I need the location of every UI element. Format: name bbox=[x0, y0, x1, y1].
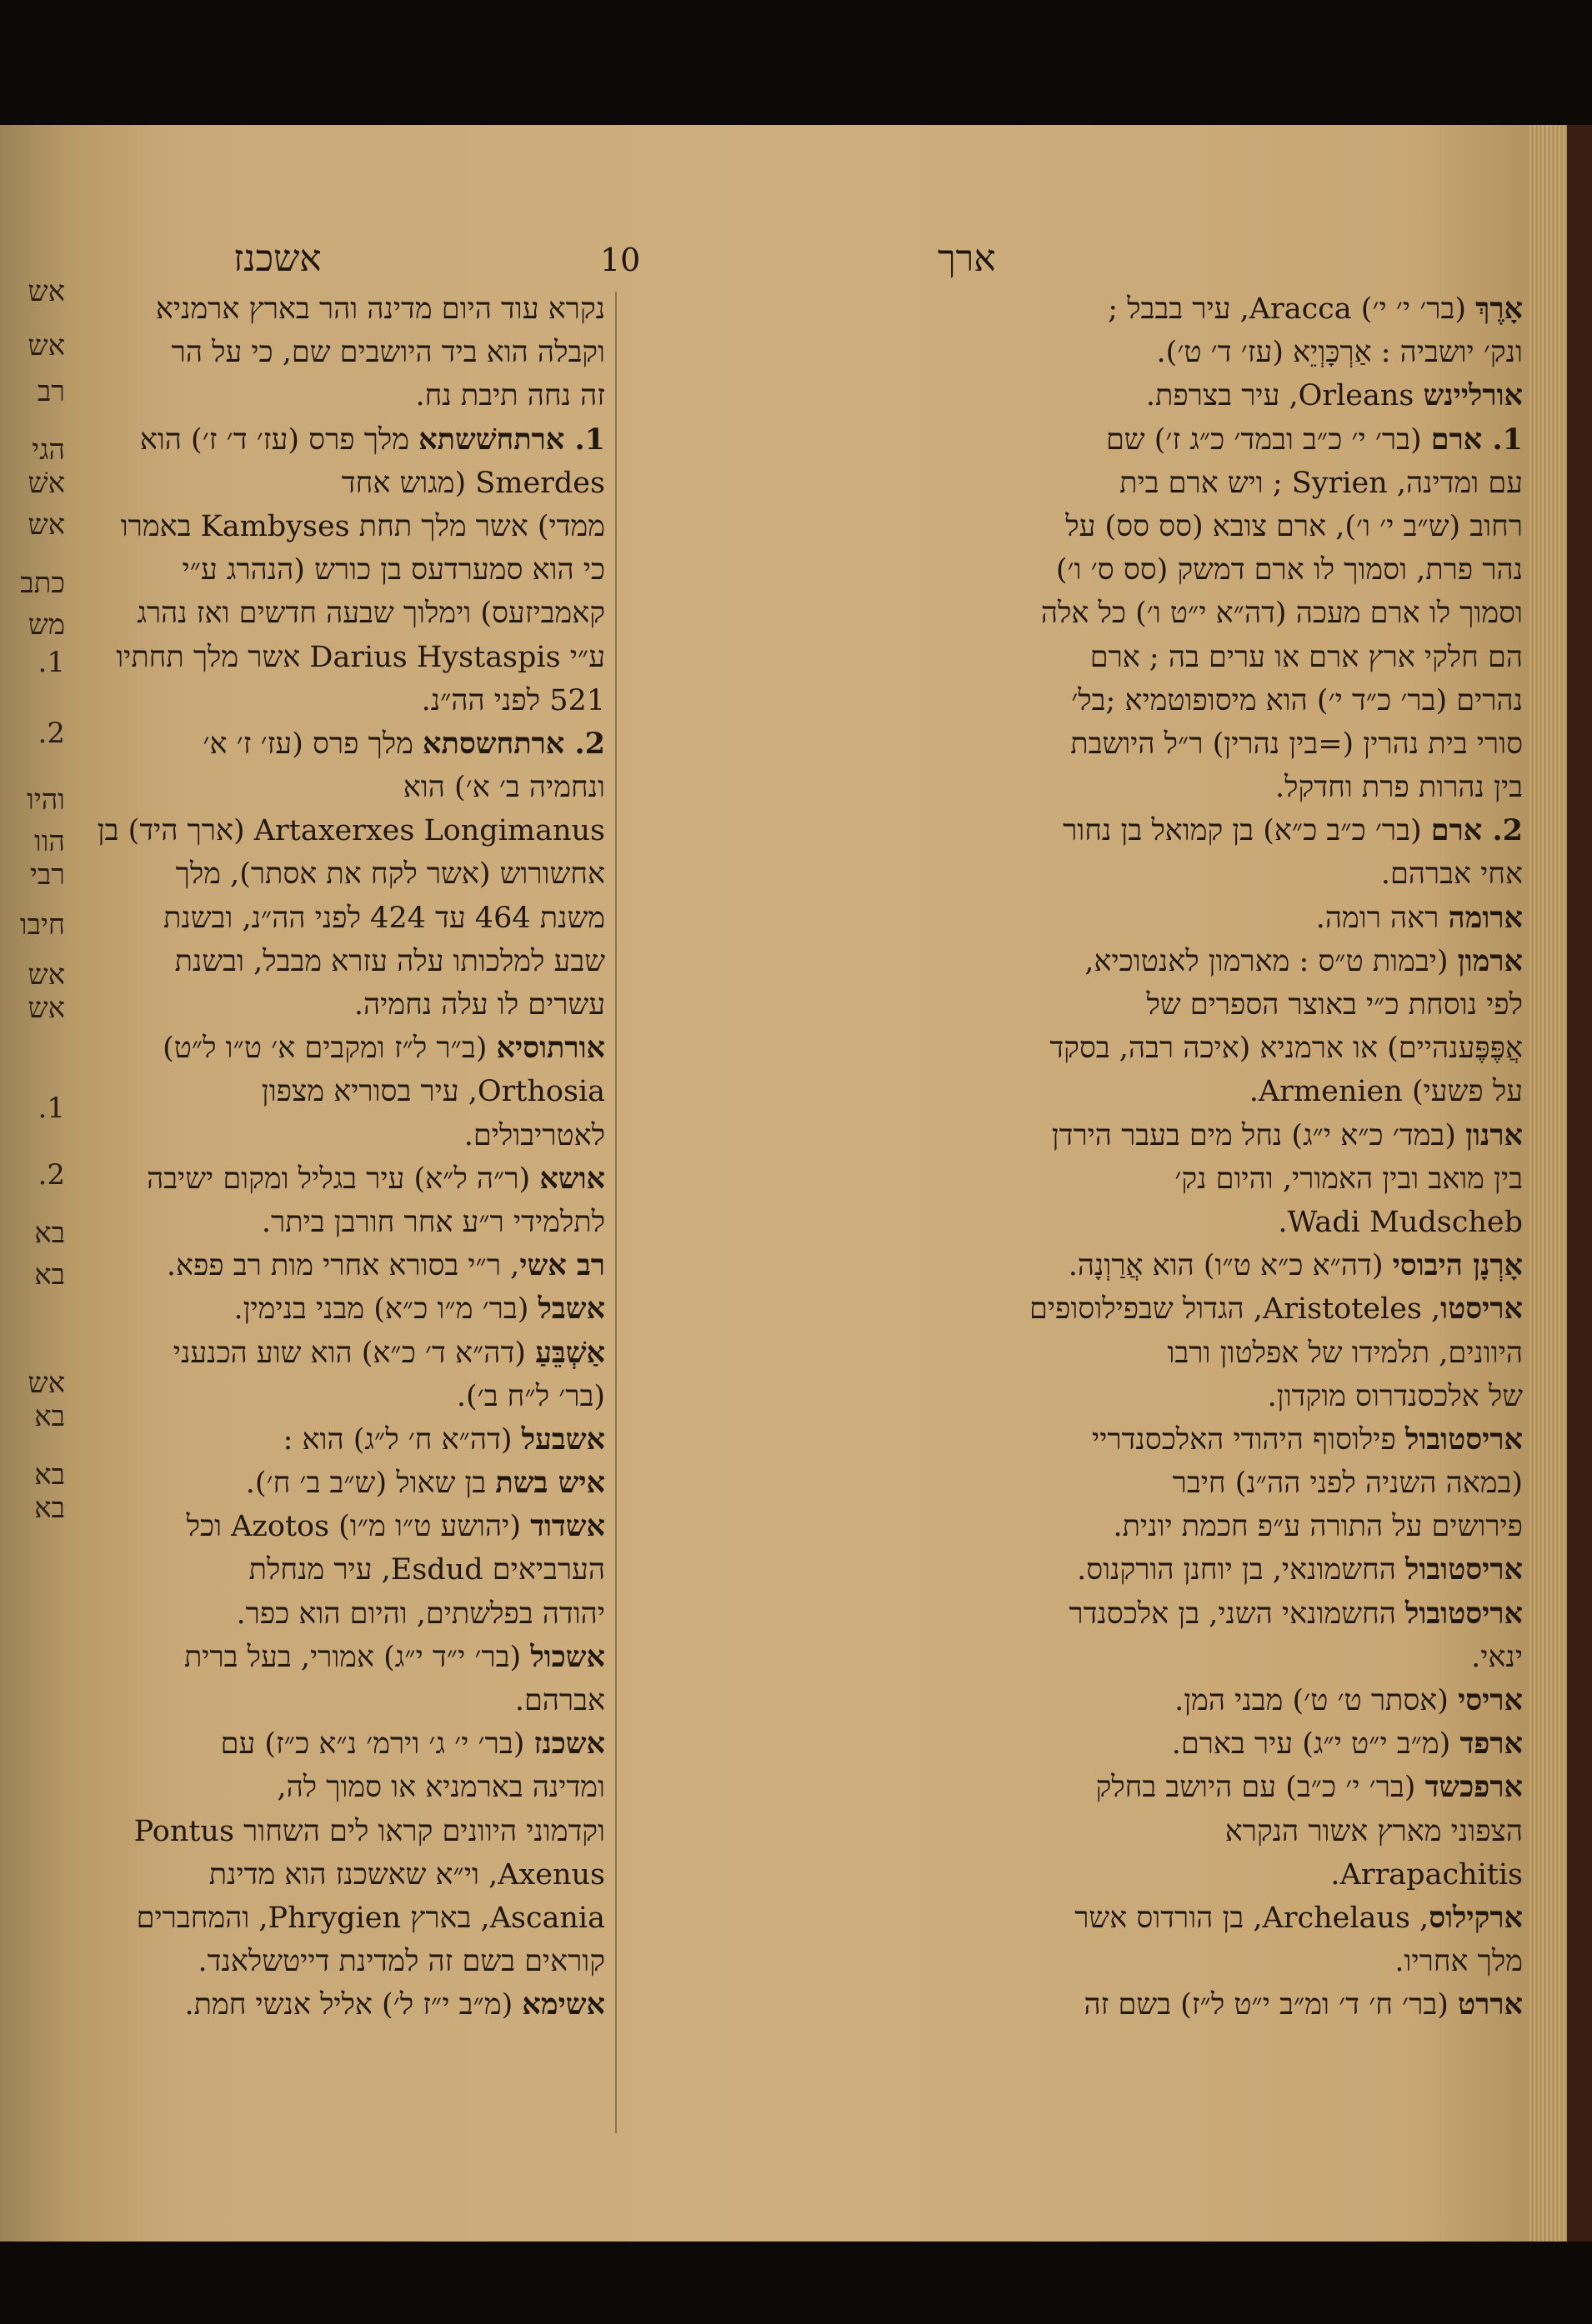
entry-text: Smerdes (מגוש אחד bbox=[341, 466, 605, 500]
entry-text: וקדמוני היוונים קראו לים השחור Pontus bbox=[133, 1814, 605, 1848]
entry-text: , Aristoteles, הגדול שבפילוסופים bbox=[1029, 1292, 1441, 1327]
entry-text: ונחמיה ב׳ א׳) הוא bbox=[403, 771, 605, 805]
text-line bbox=[75, 1766, 605, 1809]
text-line bbox=[75, 1157, 605, 1201]
text-line bbox=[75, 1244, 605, 1287]
entry-headword: 1. ארתחשׁשתא bbox=[418, 422, 605, 457]
text-line bbox=[902, 1114, 1523, 1157]
entry-headword: אורתוסיא bbox=[496, 1031, 605, 1066]
previous-page-fragment: והיו bbox=[27, 783, 65, 817]
entry-text: בן שאול (ש״ב ב׳ ח׳). bbox=[245, 1467, 496, 1501]
entry-text: (ב״ר ל״ז ומקבים א׳ ט״ו ל״ט) bbox=[163, 1032, 497, 1066]
entry-text: שבע למלכותו עלה עזרא מבבל, ובשנת bbox=[174, 944, 605, 978]
entry-text: קאמביזעס) וימלוך שבעה חדשים ואז נהרג bbox=[137, 597, 605, 631]
entry-text: לתלמידי ר״ע אחר חורבן ביתר. bbox=[261, 1205, 605, 1239]
previous-page-fragment: חיבו bbox=[19, 908, 65, 942]
entry-text: (דה״א כ״א ט״ו) הוא אֲרַוְנָה. bbox=[1068, 1249, 1393, 1283]
entry-text: היוונים, תלמידו של אפלטון ורבו bbox=[1167, 1336, 1523, 1370]
previous-page-fragment: הוו bbox=[34, 825, 65, 858]
text-line bbox=[75, 418, 605, 462]
entry-text: (בר׳ י׳ י׳) Aracca, עיר בבבל ; bbox=[1108, 292, 1476, 326]
entry-text: על פשעי) Armenien. bbox=[1249, 1075, 1523, 1109]
entry-text: Orthosia, עיר בסוריא מצפון bbox=[261, 1075, 605, 1109]
entry-text: אברהם. bbox=[514, 1684, 605, 1717]
entry-headword: ארנון bbox=[1465, 1117, 1523, 1152]
entry-text: (דה״א ח׳ ל״ג) הוא : bbox=[283, 1422, 522, 1457]
entry-text: ראה רומה. bbox=[1315, 901, 1449, 935]
entry-text: (מ״ב י״ט י״ג) עיר בארם. bbox=[1171, 1727, 1460, 1762]
entry-headword: אשכנז bbox=[533, 1727, 605, 1762]
entry-text: משנת 464 עד 424 לפני הה״נ, ובשנת bbox=[163, 901, 605, 935]
previous-page-fragment: אש bbox=[28, 508, 65, 542]
text-line bbox=[75, 1548, 605, 1592]
entry-text: , ר״י בסורא אחרי מות רב פפא. bbox=[166, 1249, 520, 1283]
text-line bbox=[902, 636, 1523, 679]
text-line bbox=[75, 505, 605, 548]
text-line bbox=[902, 1375, 1523, 1418]
entry-text: וקבלה הוא ביד היושבים שם, כי על הר bbox=[171, 336, 605, 370]
entry-text: (בר׳ מ״ו כ״א) מבני בנימין. bbox=[233, 1292, 538, 1327]
entry-headword: אָרֶךְ bbox=[1475, 292, 1523, 326]
entry-text: נהרים (בר׳ כ״ד י׳) הוא מיסופוטמיא ;בל׳ bbox=[1071, 683, 1523, 717]
text-line bbox=[75, 636, 605, 679]
text-line bbox=[75, 1810, 605, 1853]
entry-headword: 2. ארם bbox=[1430, 813, 1523, 848]
entry-text: הערביאים Esdud, עיר מנחלת bbox=[248, 1553, 605, 1587]
entry-text: סורי בית נהרין (=בין נהרין) ר״ל היושבת bbox=[1070, 727, 1523, 761]
entry-text: (אסתר ט׳ ט׳) מבני המן. bbox=[1174, 1684, 1459, 1717]
entry-text: (דה״א ד׳ כ״א) הוא שוע הכנעני bbox=[173, 1336, 536, 1370]
text-line bbox=[75, 1375, 605, 1418]
text-line bbox=[902, 1722, 1523, 1766]
text-line bbox=[902, 1983, 1523, 2027]
previous-page-fragment: רב bbox=[37, 375, 65, 408]
text-line bbox=[75, 1070, 605, 1113]
entry-text: נהר פרת, וסמוך לו ארם דמשק (סס ס׳ ו׳) bbox=[1055, 553, 1523, 587]
text-line bbox=[75, 722, 605, 766]
entry-text: ע״י Darius Hystaspis אשר מלך תחתיו bbox=[116, 640, 605, 674]
entry-headword: אריסטובול bbox=[1404, 1552, 1523, 1587]
entry-text: Artaxerxes Longimanus (ארך היד) בן bbox=[97, 814, 605, 848]
text-line bbox=[75, 897, 605, 940]
text-line bbox=[902, 1940, 1523, 1983]
text-line bbox=[902, 852, 1523, 896]
entry-headword: אשדוד bbox=[530, 1509, 605, 1544]
entry-text: (ר״ה ל״א) עיר בגליל ומקום ישיבה bbox=[147, 1162, 540, 1196]
previous-page-fragment: בא bbox=[34, 1258, 65, 1292]
entry-headword: ארפד bbox=[1459, 1727, 1523, 1762]
text-line bbox=[75, 331, 605, 374]
entry-text: (בר׳ י׳ כ״ב ובמד׳ כ״ג ז׳) שם bbox=[1105, 422, 1431, 457]
text-line bbox=[75, 1983, 605, 2027]
text-line bbox=[902, 1201, 1523, 1244]
entry-headword: ארפכשד bbox=[1424, 1770, 1523, 1805]
previous-page-fragment: אש bbox=[28, 958, 65, 992]
text-line bbox=[75, 1592, 605, 1636]
text-line bbox=[902, 940, 1523, 983]
entry-text: בין מואב ובין האמורי, והיום נק׳ bbox=[1174, 1162, 1523, 1196]
right-column bbox=[902, 287, 1523, 2027]
text-line bbox=[75, 1287, 605, 1331]
text-line bbox=[75, 852, 605, 896]
entry-headword: אריסטובול bbox=[1404, 1422, 1523, 1457]
text-line bbox=[75, 462, 605, 505]
entry-text: רחוב (ש״ב י׳ ו׳), ארם צובא (סס סס) על bbox=[1065, 509, 1523, 543]
previous-page-fragment: אש bbox=[28, 329, 65, 362]
entry-headword: אריסטובול bbox=[1404, 1596, 1523, 1631]
text-line bbox=[902, 331, 1523, 374]
text-line bbox=[902, 462, 1523, 505]
text-line bbox=[902, 1897, 1523, 1940]
entry-headword: אשכול bbox=[530, 1639, 605, 1674]
entry-text: ממדי) אשר מלך תחת Kambyses באמרו bbox=[120, 509, 605, 543]
text-line bbox=[902, 1505, 1523, 1548]
text-line bbox=[75, 1853, 605, 1897]
text-line bbox=[902, 1287, 1523, 1331]
entry-headword: אורליינש bbox=[1423, 378, 1523, 413]
previous-page-fragment: 1. bbox=[38, 646, 65, 679]
entry-text: זה נחה תיבת נח. bbox=[415, 379, 605, 413]
text-line bbox=[902, 1548, 1523, 1592]
previous-page-fragment: אש bbox=[28, 275, 65, 308]
entry-headword: אָרְנָן היבוסי bbox=[1392, 1248, 1523, 1283]
text-line bbox=[75, 809, 605, 852]
entry-text: (בר׳ כ״ב כ״א) בן קמואל בן נחור bbox=[1063, 814, 1431, 848]
running-head-right: ארך bbox=[938, 237, 996, 280]
text-line bbox=[75, 1114, 605, 1157]
previous-page-fragment: הגי bbox=[32, 433, 65, 467]
text-line bbox=[902, 287, 1523, 331]
entry-text: החשמונאי, בן יוחנן הורקנוס. bbox=[1077, 1553, 1405, 1587]
text-line bbox=[902, 1462, 1523, 1505]
text-line bbox=[902, 1810, 1523, 1853]
entry-text: (יבמות ט״ס : מארמון לאנטוכיא, bbox=[1084, 944, 1458, 978]
entry-headword: אשבעל bbox=[521, 1422, 605, 1457]
text-line bbox=[902, 1853, 1523, 1897]
text-line bbox=[902, 1418, 1523, 1462]
previous-page-strip bbox=[0, 125, 68, 2242]
entry-headword: 2. ארתחשסתא bbox=[423, 726, 605, 761]
text-line bbox=[902, 592, 1523, 635]
entry-text: אחשורוש (אשר לקח את אסתר), מלך bbox=[175, 857, 605, 892]
entry-headword: אַשְׁבֵּעַ bbox=[535, 1335, 605, 1370]
entry-text: נקרא עוד היום מדינה והר בארץ ארמניא bbox=[155, 292, 605, 326]
entry-text: , Archelaus, בן הורדוס אשר bbox=[1074, 1901, 1429, 1935]
entry-headword: ארקילוס bbox=[1429, 1900, 1523, 1935]
entry-text: לאטריבולים. bbox=[463, 1118, 605, 1152]
text-line bbox=[902, 1636, 1523, 1679]
entry-text: עשרים לו עלה נחמיה. bbox=[353, 988, 605, 1022]
entry-text: ומדינה בארמניא או סמוך לה, bbox=[277, 1771, 605, 1805]
page-number: 10 bbox=[600, 242, 641, 278]
text-line bbox=[902, 1157, 1523, 1201]
previous-page-fragment: בא bbox=[34, 1492, 65, 1525]
entry-text: וסמוך לו ארם מעכה (דה״א י״ט ו׳) כל אלה bbox=[1040, 597, 1523, 631]
entry-text: ינאי. bbox=[1471, 1640, 1523, 1674]
left-column bbox=[75, 287, 605, 2027]
entry-headword: אושא bbox=[539, 1161, 605, 1196]
entry-text: עם ומדינה, Syrien ; ויש ארם בית bbox=[1119, 466, 1523, 500]
text-line bbox=[75, 592, 605, 635]
previous-page-fragment: מש bbox=[28, 608, 65, 642]
text-line bbox=[902, 374, 1523, 417]
text-line bbox=[75, 983, 605, 1027]
entry-text: (בר׳ ח׳ ד׳ ומ״ב י״ט ל״ז) בשם זה bbox=[1084, 1988, 1458, 2022]
entry-headword: 1. ארם bbox=[1430, 422, 1523, 457]
text-line bbox=[75, 1722, 605, 1766]
entry-text: ונק׳ יושביה : אַרְכָּוְיֵא (עז׳ ד׳ ט׳). bbox=[1156, 336, 1523, 370]
entry-text: Ascania, בארץ Phrygien, והמחברים bbox=[136, 1901, 605, 1935]
previous-page-fragment: 2. bbox=[38, 717, 65, 750]
previous-page-fragment: רבי bbox=[29, 858, 65, 892]
entry-headword: רב אשי bbox=[519, 1248, 605, 1283]
entry-headword: ארמון bbox=[1457, 943, 1523, 978]
entry-text: לפי נוסחת כ״י באוצר הספרים של bbox=[1146, 988, 1523, 1022]
entry-text: כי הוא סמערדעס בן כורש (הנהרג ע״י bbox=[182, 553, 605, 587]
text-line bbox=[902, 766, 1523, 809]
previous-page-fragment: 2. bbox=[38, 1158, 65, 1192]
entry-text: 521 לפני הה״נ. bbox=[421, 683, 605, 717]
text-line bbox=[902, 505, 1523, 548]
text-line bbox=[902, 1244, 1523, 1287]
entry-text: הם חלקי ארץ ארם או ערים בה ; ארם bbox=[1089, 640, 1523, 674]
entry-headword: ארומה bbox=[1448, 900, 1523, 935]
text-line bbox=[75, 548, 605, 592]
text-line bbox=[75, 1897, 605, 1940]
entry-headword: אשימא bbox=[522, 1987, 605, 2022]
text-line bbox=[75, 287, 605, 331]
entry-text: Arrapachitis. bbox=[1330, 1857, 1523, 1892]
text-line bbox=[75, 940, 605, 983]
text-line bbox=[75, 679, 605, 722]
text-line bbox=[902, 897, 1523, 940]
entry-text: Wadi Mudscheb. bbox=[1278, 1205, 1523, 1239]
entry-text: אֲפֶּפֶּענהיים) או ארמניא (איכה רבה, בסקד bbox=[1049, 1032, 1523, 1066]
previous-page-fragment: בא bbox=[34, 1458, 65, 1492]
text-line bbox=[902, 679, 1523, 722]
entry-text: החשמונאי השני, בן אלכסנדר bbox=[1069, 1597, 1405, 1631]
entry-headword: אריסי bbox=[1458, 1683, 1523, 1717]
entry-text: Orleans, עיר בצרפת. bbox=[1145, 379, 1424, 413]
previous-page-fragment: בא bbox=[34, 1400, 65, 1433]
entry-text: (מ״ב י״ז ל׳) אליל אנשי חמת. bbox=[184, 1988, 523, 2022]
text-line bbox=[902, 809, 1523, 852]
text-line bbox=[75, 374, 605, 417]
entry-text: פילוסוף היהודי האלכסנדריי bbox=[1092, 1422, 1405, 1457]
entry-text: בין נהרות פרת וחדקל. bbox=[1275, 771, 1523, 805]
entry-headword: איש בשת bbox=[495, 1466, 605, 1501]
text-line bbox=[75, 1201, 605, 1244]
text-line bbox=[902, 1592, 1523, 1636]
entry-text: פירושים על התורה ע״פ חכמת יונית. bbox=[1113, 1510, 1523, 1544]
entry-text: (בר׳ י׳ ג׳ וירמ׳ נ״א כ״ז) עם bbox=[220, 1727, 534, 1762]
text-line bbox=[75, 1418, 605, 1462]
text-line bbox=[902, 548, 1523, 592]
entry-headword: אררט bbox=[1458, 1987, 1523, 2022]
page-stack-edge bbox=[1529, 125, 1567, 2242]
entry-text: מלך אחריו. bbox=[1394, 1945, 1523, 1979]
previous-page-fragment: אשׁ bbox=[28, 467, 65, 500]
entry-text: של אלכסנדרוס מוקדון. bbox=[1267, 1379, 1523, 1413]
entry-text: (במד׳ כ״א י״ג) נחל מים בעבר הירדן bbox=[1051, 1118, 1466, 1152]
previous-page-fragment: כתב bbox=[20, 567, 65, 600]
entry-text: Axenus, וי״א שאשכנז הוא מדינת bbox=[208, 1857, 605, 1892]
entry-headword: אשבל bbox=[538, 1292, 605, 1327]
column-divider bbox=[615, 292, 617, 2133]
previous-page-fragment: אש bbox=[28, 1367, 65, 1400]
text-line bbox=[902, 418, 1523, 462]
text-line bbox=[75, 1505, 605, 1548]
entry-text: (יהושע ט״ו מ״ו) Azotos וכל bbox=[186, 1510, 531, 1544]
text-line bbox=[902, 1766, 1523, 1809]
text-line bbox=[75, 766, 605, 809]
entry-text: (בר׳ ל״ח ב׳). bbox=[456, 1379, 605, 1413]
running-head-left: אשכנז bbox=[233, 237, 322, 280]
entry-text: מלך פרס (עז׳ ד׳ ז׳) הוא bbox=[139, 422, 419, 457]
text-line bbox=[902, 983, 1523, 1027]
book-cover bbox=[1567, 125, 1592, 2242]
entry-text: מלך פרס (עז׳ ז׳ א׳ bbox=[203, 727, 423, 761]
entry-text: קוראים בשם זה למדינת דייטשלאנד. bbox=[198, 1945, 605, 1979]
previous-page-fragment: בא bbox=[34, 1217, 65, 1250]
entry-headword: אריסטו bbox=[1440, 1292, 1523, 1327]
text-line bbox=[75, 1636, 605, 1679]
entry-text: אחי אברהם. bbox=[1380, 857, 1523, 892]
entry-text: (בר׳ י׳ כ״ב) עם היושב בחלק bbox=[1095, 1771, 1425, 1805]
entry-text: (בר׳ י״ד י״ג) אמורי, בעל ברית bbox=[183, 1640, 531, 1674]
text-line bbox=[902, 1027, 1523, 1070]
entry-text: הצפוני מארץ אשור הנקרא bbox=[1224, 1814, 1523, 1848]
text-line bbox=[902, 1070, 1523, 1113]
previous-page-fragment: אש bbox=[28, 992, 65, 1025]
text-line bbox=[902, 1679, 1523, 1722]
text-line bbox=[75, 1940, 605, 1983]
text-line bbox=[75, 1679, 605, 1722]
entry-text: יהודה בפלשתים, והיום הוא כפר. bbox=[236, 1597, 605, 1631]
text-line bbox=[902, 722, 1523, 766]
previous-page-fragment: 1. bbox=[38, 1092, 65, 1125]
text-line bbox=[75, 1332, 605, 1375]
text-line bbox=[902, 1332, 1523, 1375]
text-line bbox=[75, 1462, 605, 1505]
text-line bbox=[75, 1027, 605, 1070]
entry-text: (במאה השניה לפני הה״נ) חיבר bbox=[1172, 1467, 1523, 1501]
